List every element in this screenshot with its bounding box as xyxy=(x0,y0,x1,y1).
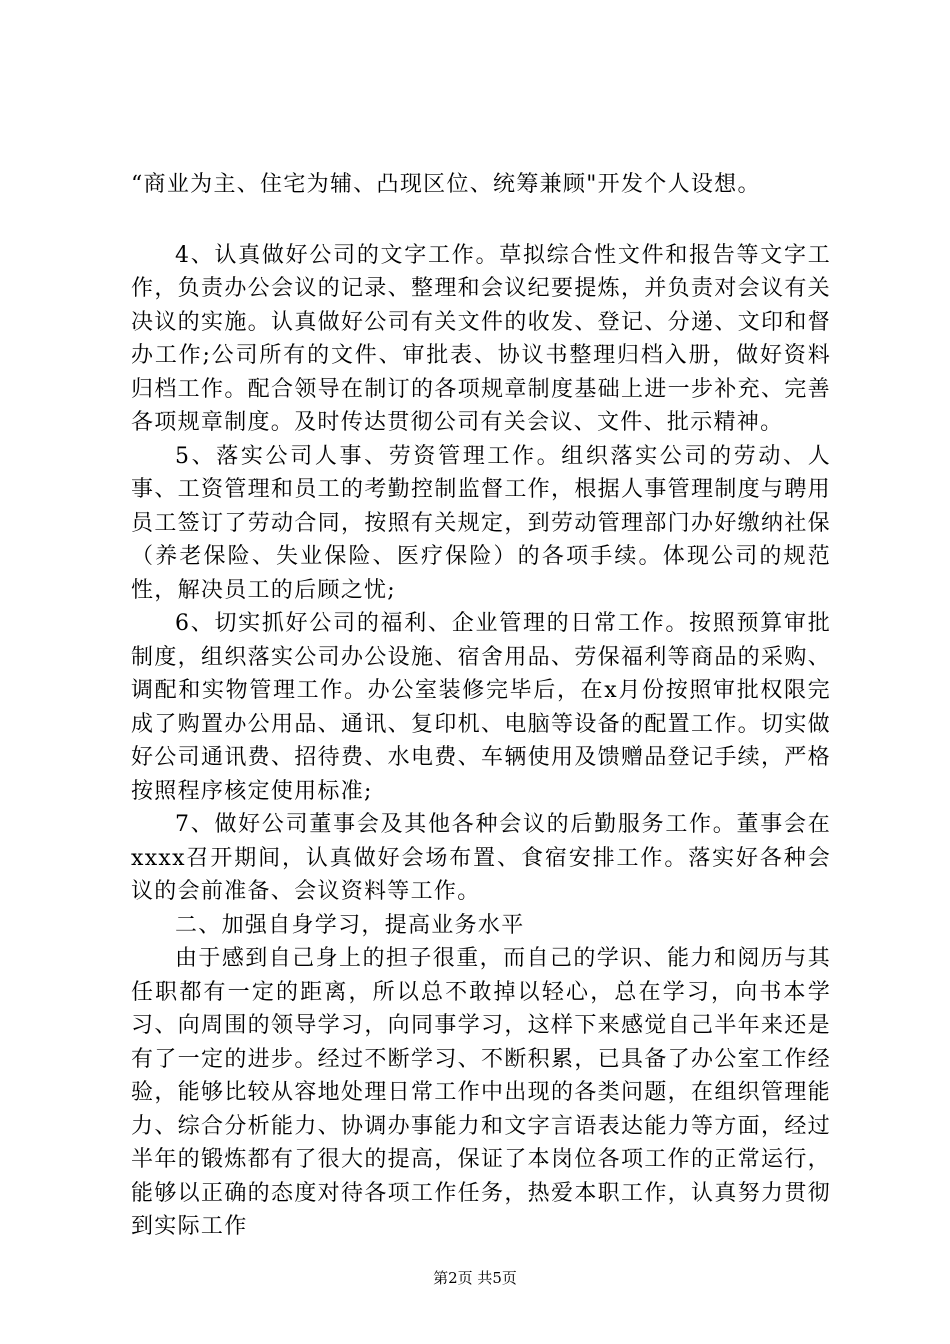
paragraph-item-5: 5、落实公司人事、劳资管理工作。组织落实公司的劳动、人事、工资管理和员工的考勤控制监督工作，根据人事管理制度与聘用员工签订了劳动合同，按照有关规定，到劳动管理部门办好缴纳社保（养老保险、失业保险、医疗保险）的各项手续。体现公司的规范性，解决员工的后顾之忧; xyxy=(131,443,831,603)
paragraph-gap xyxy=(131,202,831,239)
paragraph-study: 由于感到自己身上的担子很重，而自己的学识、能力和阅历与其任职都有一定的距离，所以总不敢掉以轻心，总在学习，向书本学习、向周围的领导学习，向同事学习，这样下来感觉自己半年来还是有了一定的进步。经过不断学习、不断积累，已具备了办公室工作经验，能够比较从容地处理日常工作中出现的各类问题，在组织管理能力、综合分析能力、协调办事能力和文字言语表达能力等方面，经过半年的锻炼都有了很大的提高，保证了本岗位各项工作的正常运行，能够以正确的态度对待各项工作任务，热爱本职工作，认真努力贯彻到实际工作 xyxy=(131,946,831,1239)
page-number-footer: 第2页 共5页 xyxy=(433,1269,517,1287)
paragraph-item-4: 4、认真做好公司的文字工作。草拟综合性文件和报告等文字工作，负责办公会议的记录、整理和会议纪要提炼，并负责对会议有关决议的实施。认真做好公司有关文件的收发、登记、分递、文印和督办工作;公司所有的文件、审批表、协议书整理归档入册，做好资料归档工作。配合领导在制订的各项规章制度基础上进一步补充、完善各项规章制度。及时传达贯彻公司有关会议、文件、批示精神。 xyxy=(131,242,831,435)
document-body xyxy=(131,168,831,1244)
section-heading-2: 二、加强自身学习，提高业务水平 xyxy=(175,912,525,938)
paragraph-item-6: 6、切实抓好公司的福利、企业管理的日常工作。按照预算审批制度，组织落实公司办公设施、宿舍用品、劳保福利等商品的采购、调配和实物管理工作。办公室装修完毕后，在x月份按照审批权限完成了购置办公用品、通讯、复印机、电脑等设备的配置工作。切实做好公司通讯费、招待费、水电费、车辆使用及馈赠品登记手续，严格按照程序核定使用标准; xyxy=(131,611,831,804)
paragraph-item-7: 7、做好公司董事会及其他各种会议的后勤服务工作。董事会在xxxx召开期间，认真做好会场布置、食宿安排工作。落实好各种会议的会前准备、会议资料等工作。 xyxy=(131,812,831,904)
paragraph-intro: “商业为主、住宅为辅、凸现区位、统筹兼顾"开发个人设想。 xyxy=(131,172,761,197)
